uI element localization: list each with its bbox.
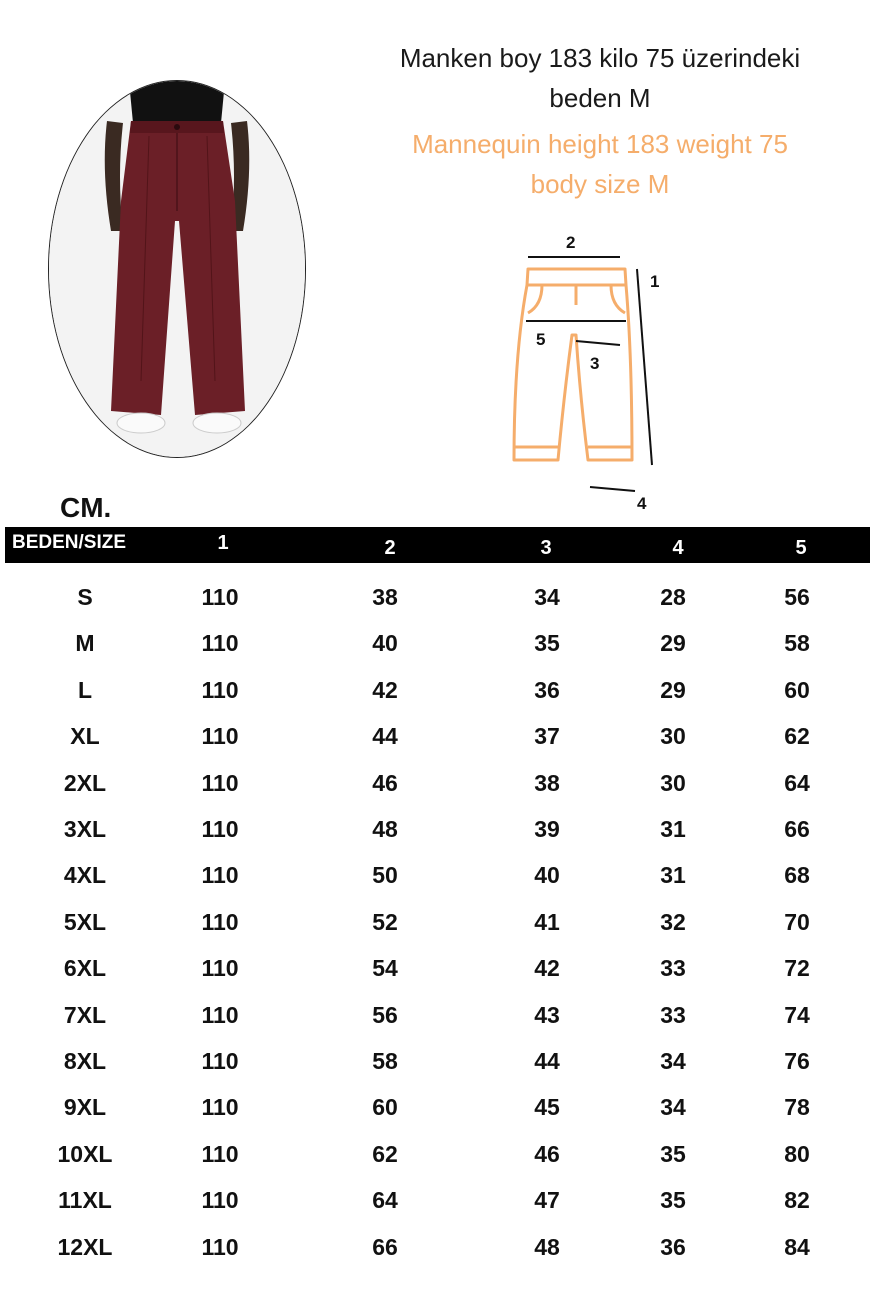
measure-cell-4: 34	[660, 1094, 686, 1121]
measure-cell-4: 32	[660, 908, 686, 935]
heading-tr-line2: beden M	[549, 83, 651, 113]
measure-cell-4: 29	[660, 630, 686, 657]
size-cell: 8XL	[63, 1048, 107, 1074]
size-cell: 10XL	[57, 1140, 113, 1167]
trouser-measurement-diagram	[480, 225, 700, 525]
diagram-label-3: 3	[590, 354, 600, 373]
heading-tr-line1: Manken boy 183 kilo 75 üzerindeki	[399, 43, 801, 73]
size-cell: 4XL	[63, 862, 107, 889]
model-photo	[48, 80, 306, 458]
measure-cell-1: 110	[201, 1187, 239, 1214]
measure-cell-3: 35	[534, 630, 560, 657]
measure-cell-2: 44	[372, 723, 398, 750]
measure-cell-4: 29	[660, 676, 686, 703]
header-col-1: 1	[217, 532, 229, 554]
measure-cell-2: 52	[372, 908, 398, 935]
measure-cell-2: 54	[372, 955, 398, 982]
measure-cell-3: 44	[534, 1048, 560, 1074]
measure-line-3	[576, 341, 620, 345]
measure-cell-2: 66	[372, 1233, 398, 1260]
measure-cell-4: 35	[660, 1187, 686, 1214]
measure-line-1	[637, 269, 652, 465]
table-row	[0, 948, 870, 988]
header-size: BEDEN/SIZE	[12, 532, 127, 553]
measure-cell-5: 76	[784, 1048, 810, 1074]
table-row	[0, 809, 870, 849]
size-cell: 6XL	[63, 955, 107, 982]
measure-cell-3: 45	[534, 1094, 560, 1121]
measure-cell-4: 36	[660, 1233, 686, 1260]
measure-cell-1: 110	[201, 908, 239, 935]
measure-cell-2: 38	[372, 584, 398, 610]
measure-cell-1: 110	[201, 1140, 239, 1167]
table-row	[0, 1180, 870, 1220]
measure-cell-1: 110	[201, 723, 239, 750]
measure-cell-5: 68	[784, 862, 810, 889]
measure-cell-5: 78	[784, 1094, 810, 1121]
measure-cell-2: 42	[372, 676, 398, 703]
header-col-5: 5	[795, 537, 807, 559]
measure-cell-2: 50	[372, 862, 398, 889]
measure-cell-3: 37	[534, 723, 560, 750]
measure-cell-1: 110	[201, 816, 239, 842]
header-col-4: 4	[672, 537, 684, 559]
measure-line-4	[590, 487, 635, 491]
measure-cell-3: 48	[534, 1233, 560, 1260]
table-row	[0, 1041, 870, 1081]
size-cell: 9XL	[63, 1094, 107, 1121]
diagram-label-4: 4	[637, 494, 647, 513]
measure-cell-5: 72	[784, 955, 810, 982]
measure-cell-4: 31	[660, 816, 686, 842]
unit-label: CM.	[60, 492, 112, 523]
header-col-3: 3	[540, 537, 552, 559]
measure-cell-5: 74	[784, 1001, 810, 1028]
table-row	[0, 855, 870, 895]
measure-cell-3: 46	[534, 1140, 560, 1167]
measure-cell-5: 58	[784, 630, 810, 657]
diagram-label-2: 2	[566, 233, 576, 252]
measure-cell-5: 80	[784, 1140, 810, 1167]
measure-cell-1: 110	[201, 584, 239, 610]
measure-cell-4: 33	[660, 1001, 686, 1028]
table-row	[0, 716, 870, 756]
table-row	[0, 577, 870, 617]
measure-cell-3: 39	[534, 816, 560, 842]
table-row	[0, 1087, 870, 1127]
measure-cell-4: 30	[660, 769, 686, 796]
heading-en-line1: Mannequin height 183 weight 75	[412, 129, 788, 159]
measure-cell-5: 70	[784, 908, 810, 935]
size-cell: 3XL	[63, 816, 107, 842]
measure-cell-5: 66	[784, 816, 810, 842]
diagram-label-5: 5	[536, 330, 546, 349]
heading-en-line2: body size M	[530, 169, 670, 199]
table-row	[0, 995, 870, 1035]
measure-cell-5: 62	[784, 723, 810, 750]
size-cell: L	[77, 676, 93, 703]
measure-cell-3: 43	[534, 1001, 560, 1028]
table-row	[0, 623, 870, 663]
measure-cell-5: 60	[784, 676, 810, 703]
measure-cell-3: 34	[534, 584, 560, 610]
measure-cell-2: 60	[372, 1094, 398, 1121]
measure-cell-4: 34	[660, 1048, 686, 1074]
table-header-bar	[5, 527, 870, 563]
measure-cell-1: 110	[201, 955, 239, 982]
measure-cell-4: 28	[660, 584, 686, 610]
measure-cell-4: 33	[660, 955, 686, 982]
size-cell: S	[77, 584, 93, 610]
measure-cell-4: 35	[660, 1140, 686, 1167]
measure-cell-5: 64	[784, 769, 810, 796]
measure-cell-2: 46	[372, 769, 398, 796]
measure-cell-2: 48	[372, 816, 398, 842]
measure-cell-5: 84	[784, 1233, 810, 1260]
measure-cell-1: 110	[201, 630, 239, 657]
measure-cell-2: 62	[372, 1140, 398, 1167]
measure-cell-4: 31	[660, 862, 686, 889]
measure-cell-2: 40	[372, 630, 398, 657]
header-col-2: 2	[384, 537, 396, 559]
measure-cell-3: 42	[534, 955, 560, 982]
table-row	[0, 902, 870, 942]
table-row	[0, 763, 870, 803]
size-cell: 5XL	[63, 908, 107, 935]
model-wearing-trousers-image	[49, 81, 305, 457]
table-row	[0, 1227, 870, 1267]
table-row	[0, 670, 870, 710]
size-cell: 2XL	[63, 769, 107, 796]
measure-cell-3: 38	[534, 769, 560, 796]
measure-cell-2: 64	[372, 1187, 398, 1214]
measure-cell-1: 110	[201, 862, 239, 889]
measure-cell-3: 41	[534, 908, 560, 935]
measure-cell-3: 36	[534, 676, 560, 703]
measure-cell-4: 30	[660, 723, 686, 750]
measure-cell-1: 110	[201, 1048, 239, 1074]
diagram-label-1: 1	[650, 272, 660, 291]
size-cell: XL	[70, 723, 100, 750]
size-cell: 12XL	[57, 1233, 113, 1260]
measure-cell-3: 47	[534, 1187, 560, 1214]
measure-cell-1: 110	[201, 769, 239, 796]
measure-cell-2: 56	[372, 1001, 398, 1028]
measure-cell-5: 82	[784, 1187, 810, 1214]
measure-cell-2: 58	[372, 1048, 398, 1074]
size-cell: 7XL	[63, 1001, 107, 1028]
measure-cell-1: 110	[201, 1094, 239, 1121]
measure-cell-1: 110	[201, 1233, 239, 1260]
trouser-outline-icon	[480, 225, 700, 525]
table-row	[0, 1134, 870, 1174]
measure-cell-1: 110	[201, 1001, 239, 1028]
measure-cell-3: 40	[534, 862, 560, 889]
measure-cell-1: 110	[201, 676, 239, 703]
size-cell: M	[75, 630, 95, 657]
measure-cell-5: 56	[784, 584, 810, 610]
size-cell: 11XL	[58, 1187, 112, 1214]
